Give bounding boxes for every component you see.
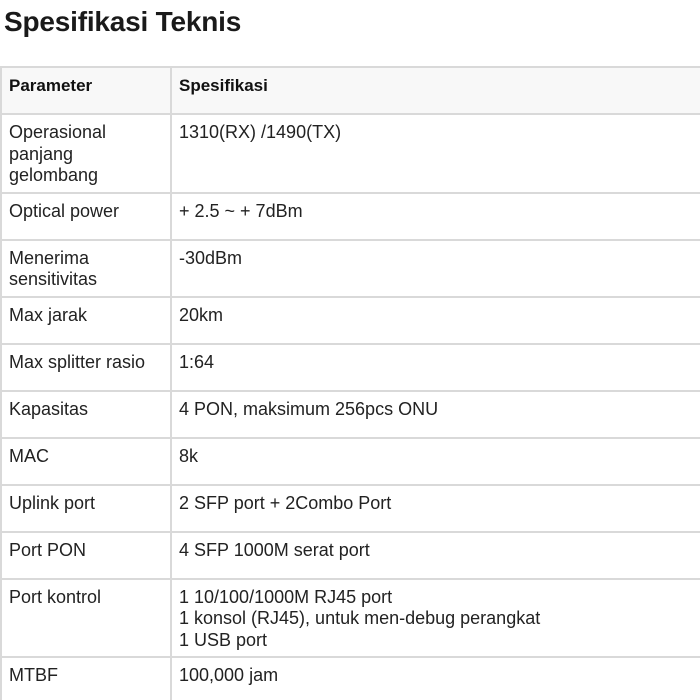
parameter-cell: Port kontrol: [1, 579, 171, 658]
parameter-cell: MAC: [1, 438, 171, 485]
spec-cell: 1:64: [171, 344, 700, 391]
table-row: [1, 485, 700, 532]
spec-cell: 20km: [171, 297, 700, 344]
parameter-cell: Uplink port: [1, 485, 171, 532]
page-title: Spesifikasi Teknis: [4, 6, 242, 37]
table-header-row: [1, 67, 700, 114]
parameter-cell: Optical power: [1, 193, 171, 240]
parameter-cell: MTBF: [1, 657, 171, 700]
parameter-cell: Menerima sensitivitas: [1, 240, 171, 297]
column-header-spesifikasi: Spesifikasi: [171, 67, 700, 114]
table-row: [1, 344, 700, 391]
table-row: [1, 297, 700, 344]
parameter-cell: Max jarak: [1, 297, 171, 344]
table-row: [1, 193, 700, 240]
table-row: [1, 240, 700, 297]
parameter-cell: Port PON: [1, 532, 171, 579]
spec-cell: 4 PON, maksimum 256pcs ONU: [171, 391, 700, 438]
spec-cell: 2 SFP port + 2Combo Port: [171, 485, 700, 532]
table-row: [1, 579, 700, 658]
spec-cell: 1 10/100/1000M RJ45 port 1 konsol (RJ45), untuk men-debug perangkat 1 USB port: [171, 579, 700, 658]
spec-cell: -30dBm: [171, 240, 700, 297]
table-row: [1, 438, 700, 485]
spec-table: [0, 66, 700, 700]
parameter-cell: Kapasitas: [1, 391, 171, 438]
parameter-cell: Max splitter rasio: [1, 344, 171, 391]
column-header-parameter: Parameter: [1, 67, 171, 114]
spec-cell: 4 SFP 1000M serat port: [171, 532, 700, 579]
table-row: [1, 114, 700, 193]
table-row: [1, 532, 700, 579]
spec-cell: 1310(RX) /1490(TX): [171, 114, 700, 193]
table-row: [1, 391, 700, 438]
spec-cell: 100,000 jam: [171, 657, 700, 700]
spec-cell: + 2.5 ~ + 7dBm: [171, 193, 700, 240]
spec-cell: 8k: [171, 438, 700, 485]
table-row: [1, 657, 700, 700]
parameter-cell: Operasional panjang gelombang: [1, 114, 171, 193]
